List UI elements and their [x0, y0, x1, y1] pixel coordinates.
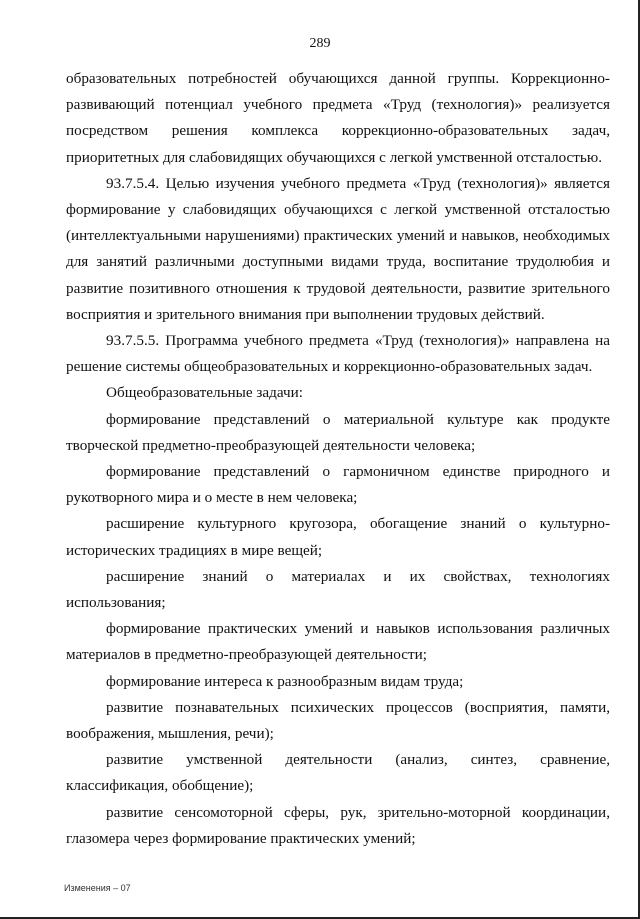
paragraph-6: формирование представлений о гармоничном единстве природного и рукотворного мира и о месте в нем человека;	[66, 463, 610, 507]
paragraph-2: 93.7.5.4. Целью изучения учебного предмета «Труд (технология)» является формирование у слабовидящих обучающихся с легкой умственной отсталостью (интеллектуальными нарушениями) практических умений и навыков, необходимых для занятий различными доступными видами труда, воспитание трудолюбия и развитие позитивного отношения к трудовой деятельности, развитие зрительного восприятия и зрительного внимания при выполнении трудовых действий.	[66, 174, 610, 323]
paragraph-5: формирование представлений о материальной культуре как продукте творческой предметно-преобразующей деятельности человека;	[66, 410, 610, 454]
paragraph-13: развитие сенсомоторной сферы, рук, зрительно-моторной координации, глазомера через формирование практических умений;	[66, 803, 610, 847]
paragraph-8: расширение знаний о материалах и их свойствах, технологиях использования;	[66, 567, 610, 612]
footer-revision-note: Изменения – 07	[64, 883, 131, 893]
paragraph-12: развитие умственной деятельности (анализ, синтез, сравнение, классификация, обобщение);	[66, 751, 610, 795]
paragraph-11: развитие познавательных психических процессов (восприятия, памяти, воображения, мышления, речи);	[66, 698, 610, 743]
paragraph-1: образовательных потребностей обучающихся данной группы. Коррекционно-развивающий потенциал учебного предмета «Труд (технология)» реализуется посредством решения комплекса коррекционно-образовательных задач, приоритетных для слабовидящих обучающихся с легкой умственной отсталостью.	[66, 70, 610, 166]
paragraph-10: формирование интереса к разнообразным видам труда;	[106, 672, 464, 690]
paragraph-4: Общеобразовательные задачи:	[106, 384, 303, 402]
page-number: 289	[309, 36, 331, 51]
paragraph-9: формирование практических умений и навыков использования различных материалов в предметно-преобразующей деятельности;	[66, 620, 610, 664]
document-body	[66, 66, 610, 852]
paragraph-7: расширение культурного кругозора, обогащение знаний о культурно-исторических традициях в мире вещей;	[66, 515, 610, 559]
paragraph-3: 93.7.5.5. Программа учебного предмета «Труд (технология)» направлена на решение системы общеобразовательных и коррекционно-образовательных задач.	[66, 332, 610, 376]
